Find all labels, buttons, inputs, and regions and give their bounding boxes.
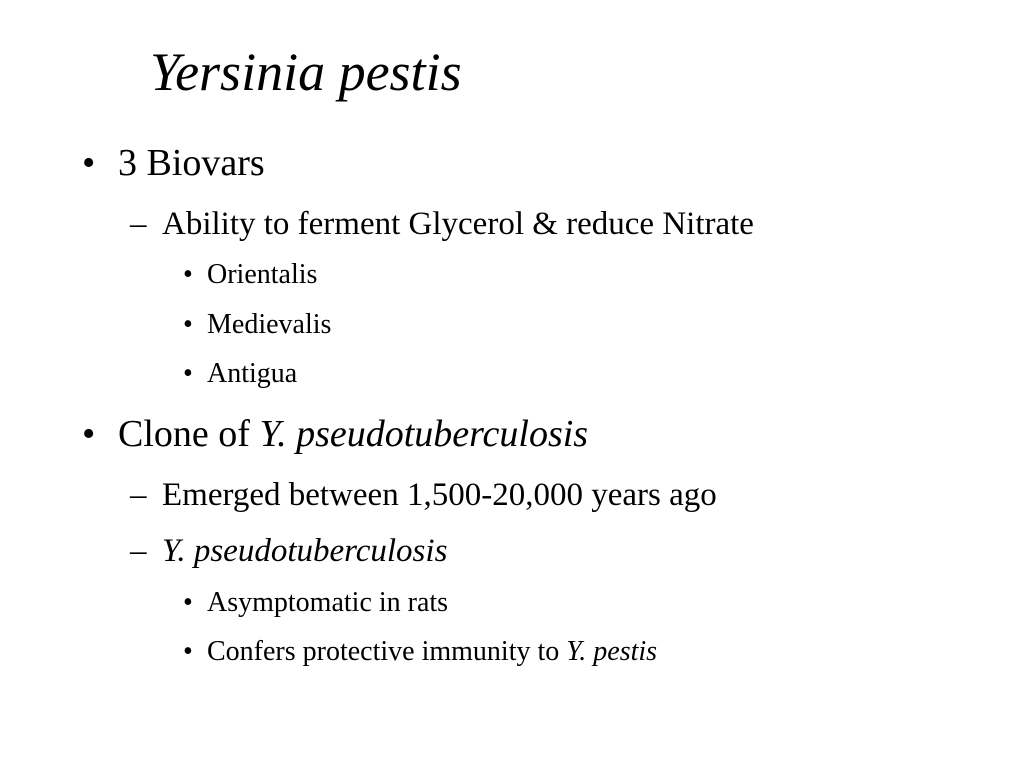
bullet-icon: • xyxy=(183,309,193,340)
bullet-icon: • xyxy=(183,636,193,667)
dash-icon: – xyxy=(130,477,147,513)
bullet-clone-species: Y. pseudotuberculosis xyxy=(259,413,589,455)
bullet-icon: • xyxy=(82,413,96,455)
dash-icon: – xyxy=(130,206,147,242)
bullet-icon: • xyxy=(183,587,193,618)
sub-bullet-pseudotb: Y. pseudotuberculosis xyxy=(162,533,448,569)
item-immunity-species: Y. pestis xyxy=(566,636,658,667)
sub-bullet-emerged: Emerged between 1,500-20,000 years ago xyxy=(162,477,717,513)
biovar-antigua: Antigua xyxy=(207,358,298,389)
bullet-icon: • xyxy=(183,259,193,290)
item-immunity xyxy=(207,635,657,669)
dash-icon: – xyxy=(130,533,147,569)
biovar-medievalis: Medievalis xyxy=(207,309,332,340)
bullet-icon: • xyxy=(82,142,96,184)
item-asymptomatic: Asymptomatic in rats xyxy=(207,587,449,618)
biovar-orientalis: Orientalis xyxy=(207,259,318,290)
item-immunity-prefix: Confers protective immunity to xyxy=(207,636,567,667)
bullet-biovars: 3 Biovars xyxy=(118,142,265,184)
slide-title: Yersinia pestis xyxy=(150,42,462,102)
bullet-icon: • xyxy=(183,358,193,389)
sub-bullet-ferment: Ability to ferment Glycerol & reduce Nitrate xyxy=(162,206,754,242)
bullet-clone xyxy=(118,412,588,456)
bullet-clone-prefix: Clone of xyxy=(118,413,260,455)
